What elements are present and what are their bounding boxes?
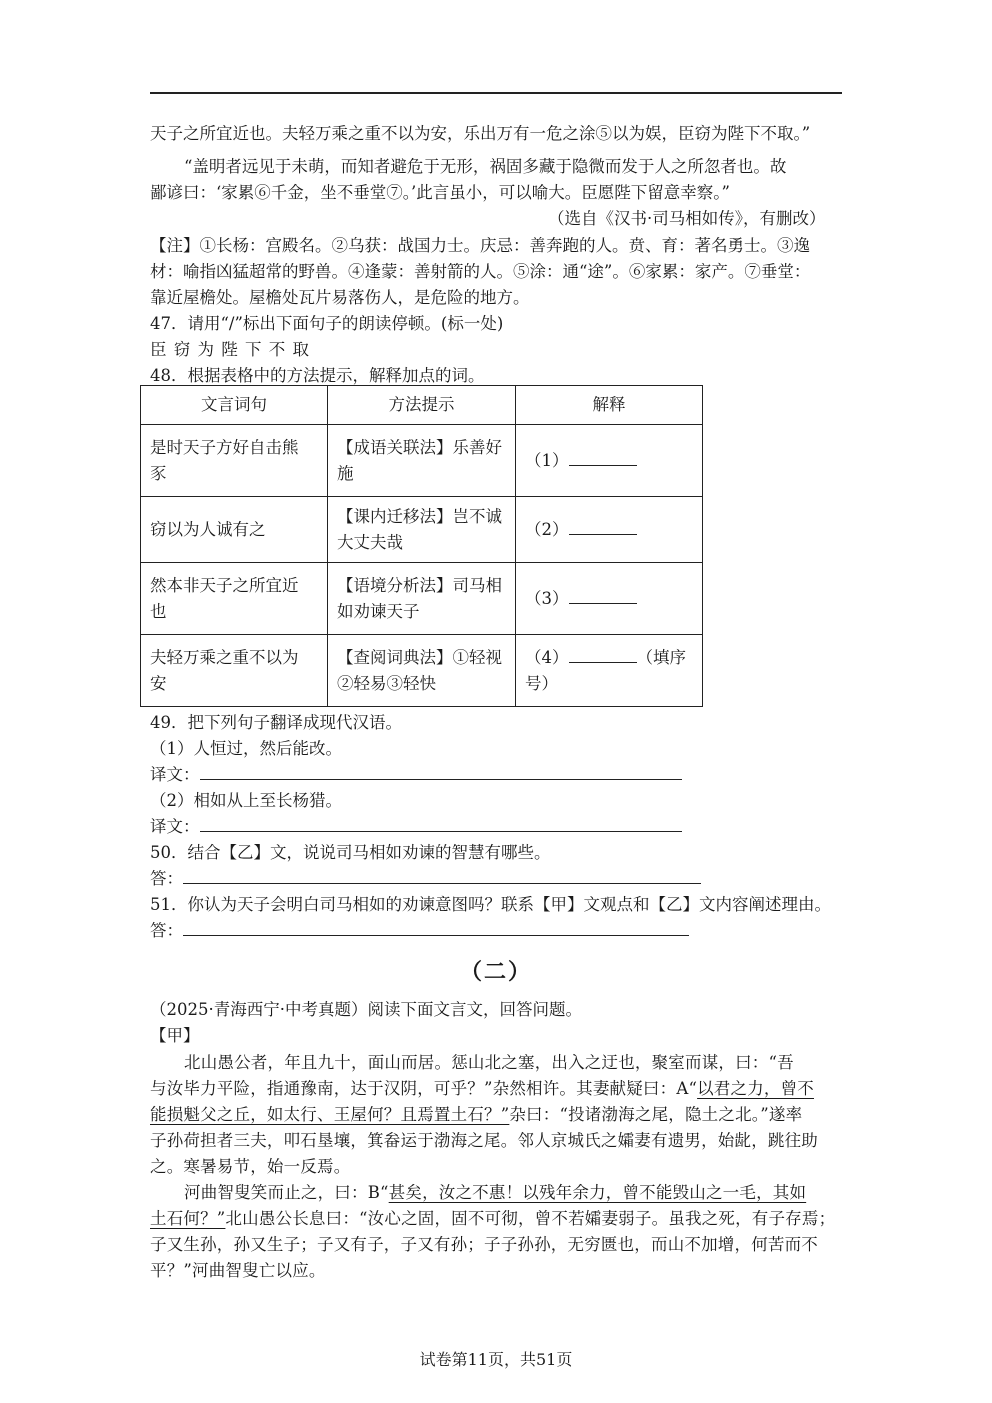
passage-label: 【甲】 — [150, 1026, 200, 1045]
answer-line: 答： — [150, 921, 689, 941]
phrase-cell: 窃以为人诚有之 — [141, 497, 328, 563]
method-table — [140, 385, 703, 707]
table-row — [141, 425, 703, 497]
passage-line: 天子之所宜近也。夫轻万乘之重不以为安，乐出万有一危之涂⑤以为娱，臣窃为陛下不取。” — [150, 124, 811, 143]
phrase-cell: 然本非天子之所宜近 也 — [141, 563, 328, 635]
answer-blank[interactable] — [569, 589, 637, 604]
passage-source: （选自《汉书·司马相如传》，有删改） — [548, 209, 826, 228]
question-47-sentence: 臣 窃 为 陛 下 不 取 — [150, 340, 309, 359]
answer-cell: （2） — [516, 497, 703, 563]
underlined-sentence-b: 甚矣，汝之不惠！以残年余力，曾不能毁山之一毛，其如 — [388, 1183, 807, 1202]
hint-cell: 【语境分析法】司马相 如劝谏天子 — [328, 563, 516, 635]
passage-line: 之。寒暑易节，始一反焉。 — [150, 1157, 351, 1176]
underlined-sentence-a: 能损魁父之丘，如太行、王屋何？且焉置土石？” — [150, 1105, 510, 1124]
answer-blank[interactable] — [569, 648, 637, 663]
table-header-answer: 解释 — [516, 386, 703, 425]
answer-line: 译文： — [150, 765, 682, 785]
phrase-cell: 夫轻万乘之重不以为 安 — [141, 635, 328, 707]
note-line: 【注】①长杨：宫殿名。②乌获：战国力士。庆忌：善奔跑的人。贲、育：著名勇士。③逸 — [150, 236, 810, 255]
underlined-sentence-b: 土石何？” — [150, 1209, 226, 1228]
question-48-stem: 48．根据表格中的方法提示，解释加点的词。 — [150, 366, 485, 385]
translation-blank[interactable] — [200, 817, 682, 832]
answer-cell: （3） — [516, 563, 703, 635]
answer-cell: （1） — [516, 425, 703, 497]
passage-line: 平？”河曲智叟亡以应。 — [150, 1261, 326, 1280]
hint-cell: 【成语关联法】乐善好 施 — [328, 425, 516, 497]
question-49-item: （1）人恒过，然后能改。 — [150, 739, 342, 758]
question-47-stem: 47．请用“/”标出下面句子的朗读停顿。(标一处) — [150, 314, 504, 333]
section-heading: （二） — [459, 959, 532, 985]
phrase-cell: 是时天子方好自击熊 豕 — [141, 425, 328, 497]
answer-blank[interactable] — [569, 451, 637, 466]
passage-line: 子孙荷担者三夫，叩石垦壤，箕畚运于渤海之尾。邻人京城氏之孀妻有遗男，始龀，跳往助 — [150, 1131, 818, 1150]
question-50-stem: 50．结合【乙】文，说说司马相如劝谏的智慧有哪些。 — [150, 843, 551, 862]
table-header-phrase: 文言词句 — [141, 386, 328, 425]
answer-cell: （4） （填序 号） — [516, 635, 703, 707]
passage-line: “盖明者远见于未萌，而知者避危于无形，祸固多藏于隐微而发于人之所忽者也。故 — [184, 157, 787, 176]
passage-line: 河曲智叟笑而止之，曰：B“甚矣，汝之不惠！以残年余力，曾不能毁山之一毛，其如 — [184, 1183, 807, 1202]
answer-line: 答： — [150, 869, 701, 889]
answer-blank[interactable] — [183, 869, 701, 884]
hint-cell: 【课内迁移法】岂不诚 大丈夫哉 — [328, 497, 516, 563]
table-row — [141, 563, 703, 635]
passage-line: 与汝毕力平险，指通豫南，达于汉阴，可乎？”杂然相许。其妻献疑曰：A“以君之力，曾不 — [150, 1079, 814, 1098]
page-footer: 试卷第11页，共51页 — [419, 1350, 573, 1369]
hint-cell: 【查阅词典法】①轻视 ②轻易③轻快 — [328, 635, 516, 707]
passage-line: 鄙谚曰：‘家累⑥千金，坐不垂堂⑦。’此言虽小，可以喻大。臣愿陛下留意幸察。” — [150, 183, 730, 202]
note-line: 材：喻指凶猛超常的野兽。④逢蒙：善射箭的人。⑤涂：通“途”。⑥家累：家产。⑦垂堂： — [150, 262, 811, 281]
question-51-stem: 51．你认为天子会明白司马相如的劝谏意图吗？联系【甲】文观点和【乙】文内容阐述理由。 — [150, 895, 831, 914]
answer-line: 译文： — [150, 817, 682, 837]
answer-blank[interactable] — [569, 520, 637, 535]
passage-line: 子又生孙，孙又生子；子又有子，子又有孙；子子孙孙，无穷匮也，而山不加增，何苦而不 — [150, 1235, 818, 1254]
question-49-item: （2）相如从上至长杨猎。 — [150, 791, 342, 810]
note-line: 靠近屋檐处。屋檐处瓦片易落伤人，是危险的地方。 — [150, 288, 530, 307]
table-header-hint: 方法提示 — [328, 386, 516, 425]
answer-blank[interactable] — [183, 921, 689, 936]
passage-line: 北山愚公者，年且九十，面山而居。惩山北之塞，出入之迂也，聚室而谋，曰：“吾 — [184, 1053, 794, 1072]
table-row — [141, 497, 703, 563]
table-row — [141, 635, 703, 707]
translation-blank[interactable] — [200, 765, 682, 780]
header-rule — [150, 92, 842, 94]
passage-line: 土石何？”北山愚公长息曰：“汝心之固，固不可彻，曾不若孀妻弱子。虽我之死，有子存焉； — [150, 1209, 836, 1228]
passage-line: 能损魁父之丘，如太行、王屋何？且焉置土石？”杂曰：“投诸渤海之尾，隐土之北。”遂率 — [150, 1105, 803, 1124]
underlined-sentence-a: 以君之力，曾不 — [697, 1079, 814, 1098]
section-intro: （2025·青海西宁·中考真题）阅读下面文言文，回答问题。 — [150, 1000, 582, 1019]
question-49-stem: 49．把下列句子翻译成现代汉语。 — [150, 713, 402, 732]
